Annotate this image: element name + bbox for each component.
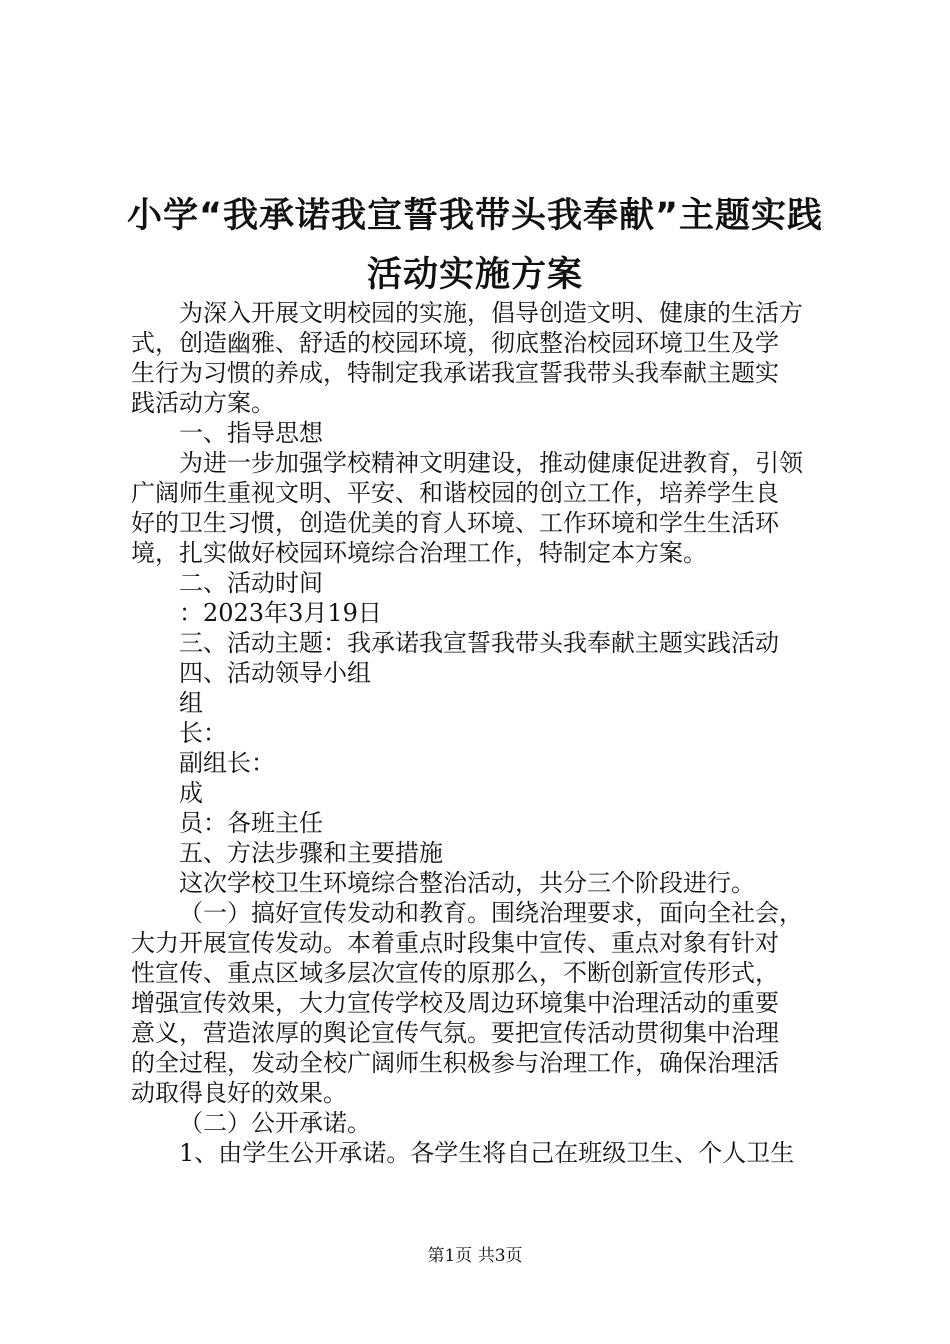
body-line: 长： xyxy=(179,719,227,747)
body-line: 的全过程，发动全校广阔师生积极参与治理工作，确保治理活 xyxy=(131,1049,779,1077)
page-footer: 第1页 共3页 xyxy=(427,1246,523,1266)
body-line: 一、指导思想 xyxy=(179,419,323,447)
body-line: 为深入开展文明校园的实施，倡导创造文明、健康的生活方 xyxy=(179,299,803,327)
body-line: 广阔师生重视文明、平安、和谐校园的创立工作，培养学生良 xyxy=(131,479,779,507)
body-line: 性宣传、重点区域多层次宣传的原那么，不断创新宣传形式， xyxy=(131,959,779,987)
body-line: 二、活动时间 xyxy=(179,569,323,597)
body-line: 组 xyxy=(179,689,203,717)
body-line: （一）搞好宣传发动和教育。围绕治理要求，面向全社会， xyxy=(179,899,803,927)
body-line: 大力开展宣传发动。本着重点时段集中宣传、重点对象有针对 xyxy=(131,929,779,957)
body-line: 好的卫生习惯，创造优美的育人环境、工作环境和学生生活环 xyxy=(131,509,779,537)
body-line: （二）公开承诺。 xyxy=(179,1109,371,1137)
body-line: 境，扎实做好校园环境综合治理工作，特制定本方案。 xyxy=(131,539,707,567)
body-line: 践活动方案。 xyxy=(131,389,275,417)
body-line: ：2023年3月19日 xyxy=(179,599,382,627)
body-line: 员：各班主任 xyxy=(179,809,323,837)
body-line: 为进一步加强学校精神文明建设，推动健康促进教育，引领 xyxy=(179,449,803,477)
body-line: 四、活动领导小组 xyxy=(179,659,371,687)
body-line: 1、由学生公开承诺。各学生将自己在班级卫生、个人卫生 xyxy=(179,1139,795,1167)
document-title-line-2: 活动实施方案 xyxy=(366,255,583,295)
body-line: 副组长： xyxy=(179,749,275,777)
body-line: 这次学校卫生环境综合整治活动，共分三个阶段进行。 xyxy=(179,869,755,897)
body-line: 生行为习惯的养成，特制定我承诺我宣誓我带头我奉献主题实 xyxy=(131,359,779,387)
body-line: 增强宣传效果，大力宣传学校及周边环境集中治理活动的重要 xyxy=(131,989,779,1017)
body-line: 意义，营造浓厚的舆论宣传气氛。要把宣传活动贯彻集中治理 xyxy=(131,1019,779,1047)
document-title-line-1: 小学“我承诺我宣誓我带头我奉献”主题实践 xyxy=(126,196,823,236)
body-line: 动取得良好的效果。 xyxy=(131,1079,347,1107)
body-line: 成 xyxy=(179,779,203,807)
body-line: 五、方法步骤和主要措施 xyxy=(179,839,443,867)
body-line: 三、活动主题：我承诺我宣誓我带头我奉献主题实践活动 xyxy=(179,629,779,657)
body-line: 式，创造幽雅、舒适的校园环境，彻底整治校园环境卫生及学 xyxy=(131,329,779,357)
document-body xyxy=(131,298,831,1168)
